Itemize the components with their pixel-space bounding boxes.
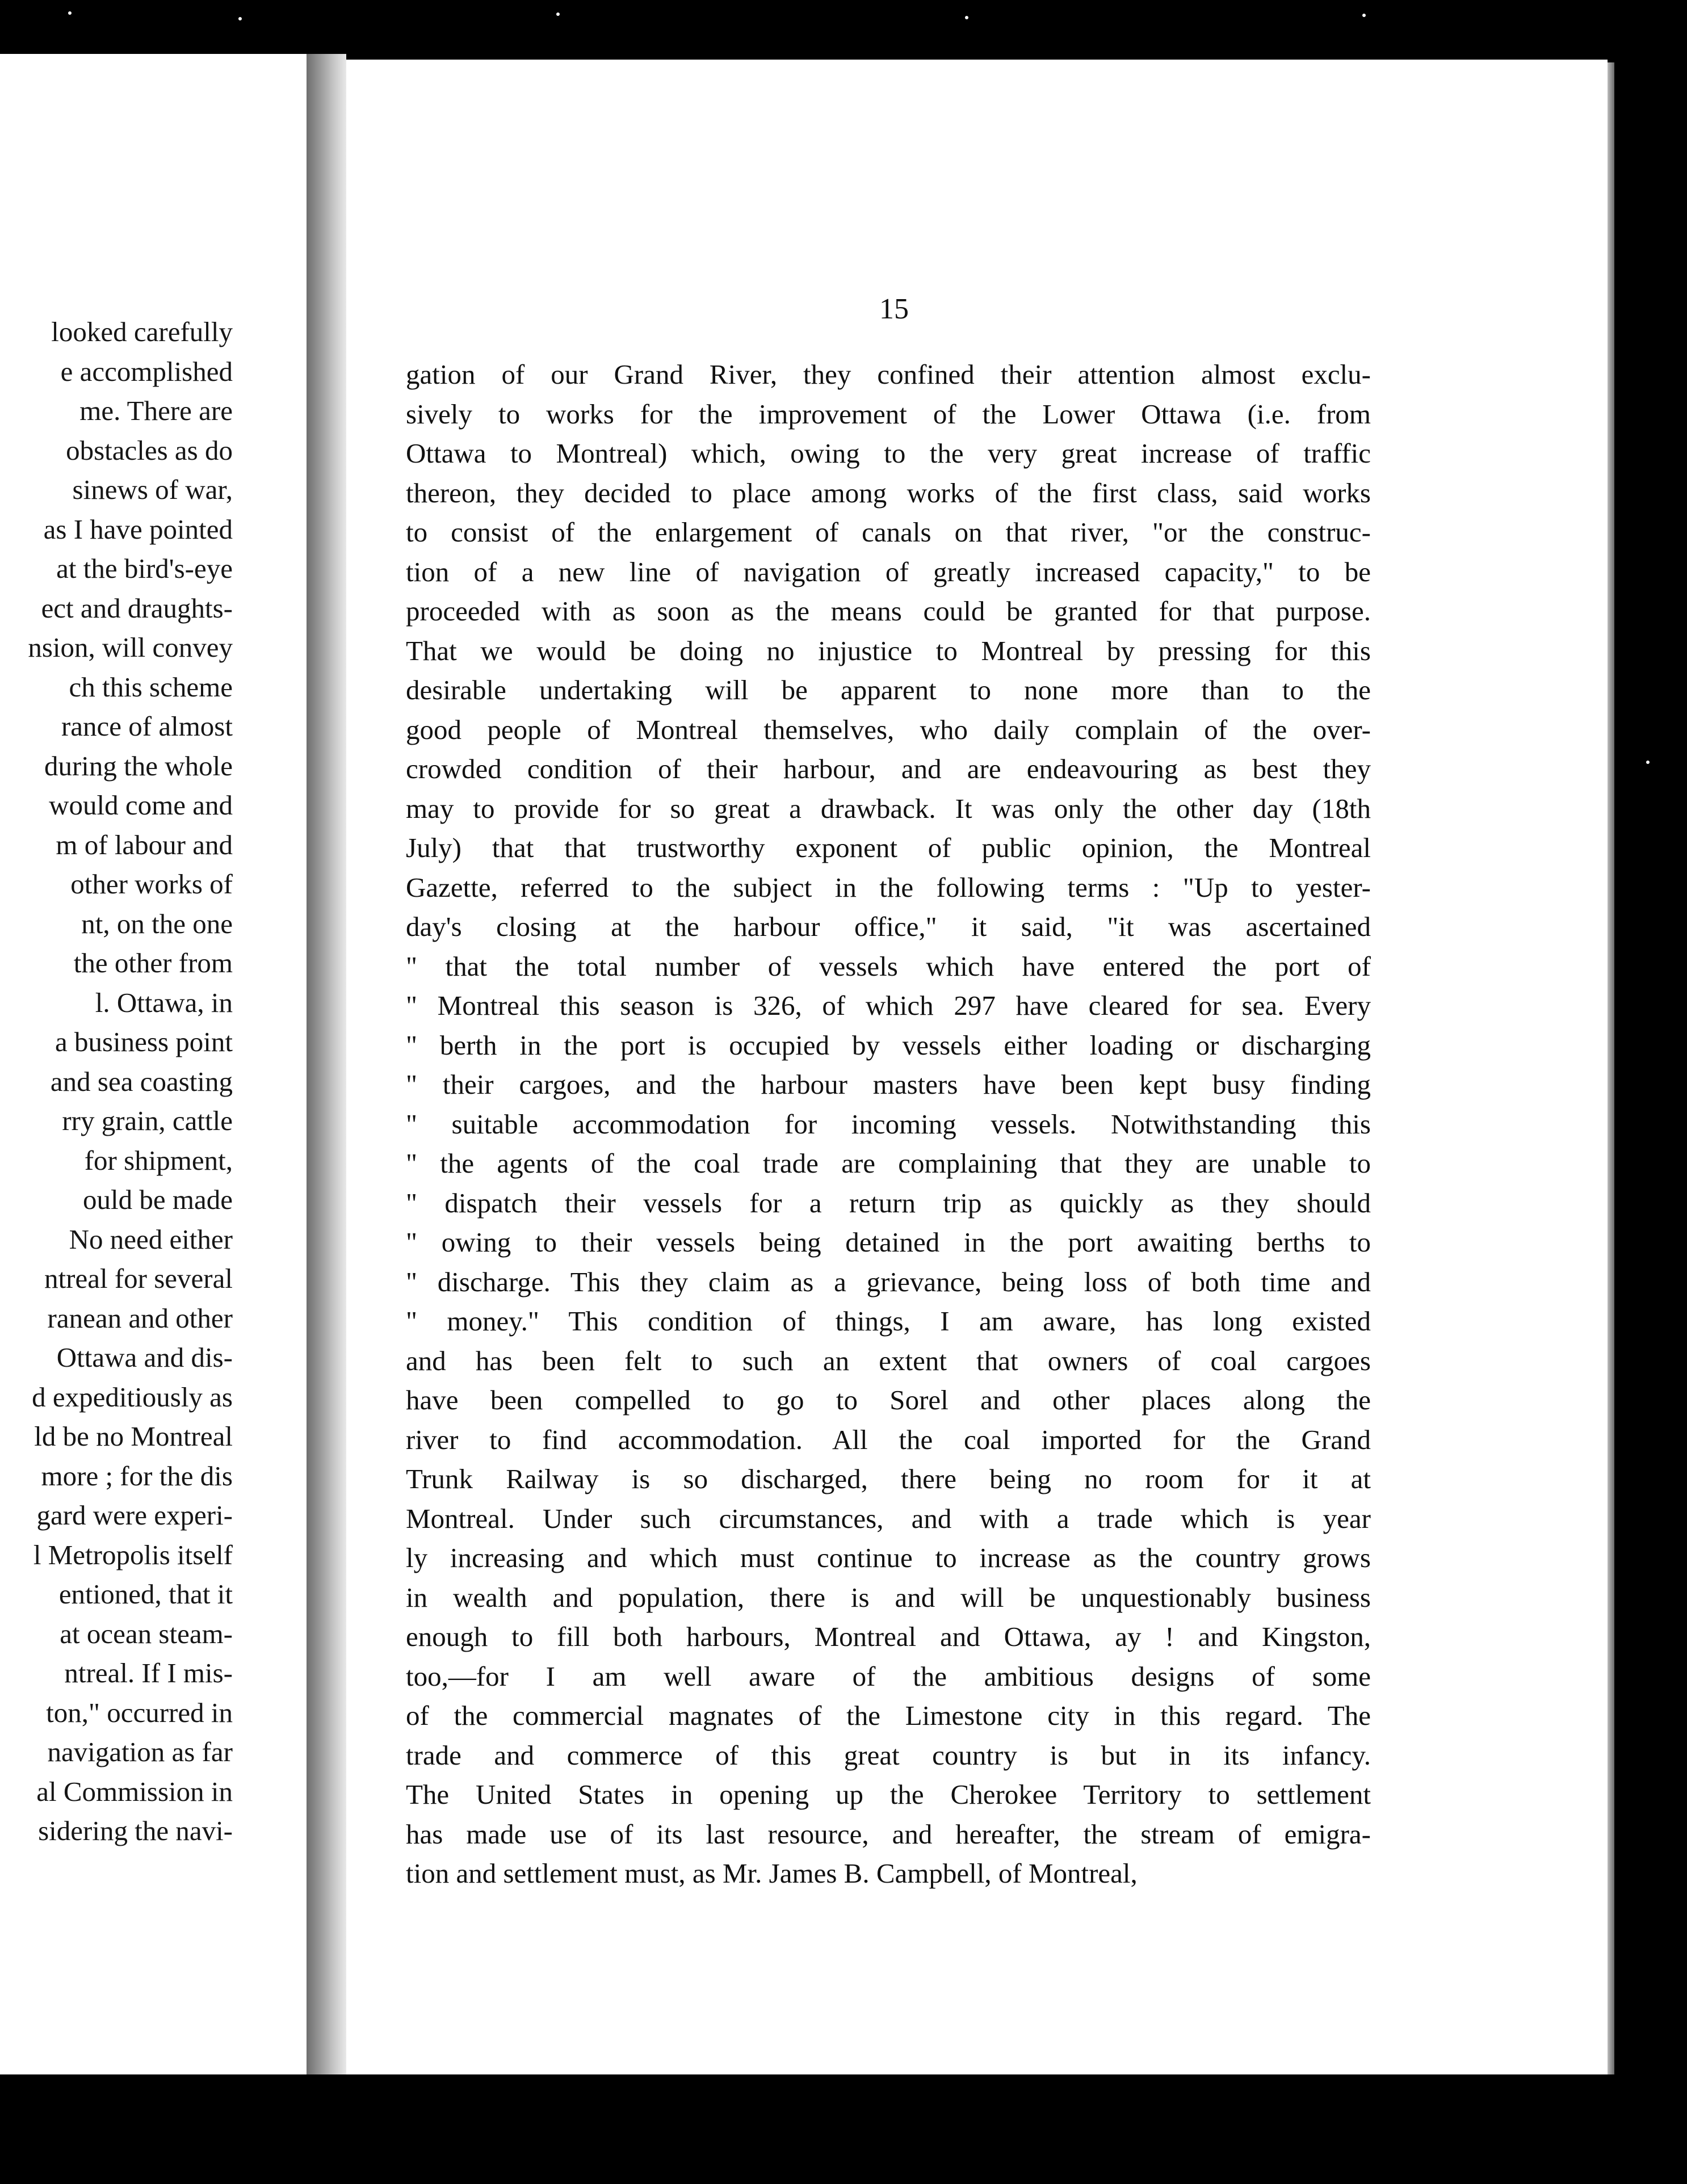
left-facing-page (0, 54, 307, 2074)
left-page-line: more ; for the dis (41, 1460, 233, 1492)
body-line: That we would be doing no injustice to Montreal by pressing for this (406, 635, 1371, 666)
left-page-line: No need either (69, 1223, 233, 1255)
left-page-line: rance of almost (61, 711, 233, 742)
body-line: crowded condition of their harbour, and are endeavouring as best they (406, 753, 1371, 784)
body-line: " Montreal this season is 326, of which 297 have cleared for sea. Every (406, 990, 1371, 1021)
page-edge-shadow (1608, 62, 1614, 2074)
left-page-line: navigation as far (47, 1736, 233, 1767)
left-page-line: sidering the navi- (38, 1815, 233, 1846)
left-page-line: me. There are (79, 395, 233, 426)
scan-speck (1362, 14, 1366, 17)
body-line: trade and commerce of this great country is but in its infancy. (406, 1739, 1371, 1771)
body-line: " money." This condition of things, I am aware, has long existed (406, 1305, 1371, 1337)
book-gutter (307, 54, 346, 2074)
scan-speck (68, 11, 72, 15)
scan-speck (965, 16, 968, 19)
left-page-line: ch this scheme (69, 671, 233, 703)
body-line: " that the total number of vessels which have entered the port of (406, 950, 1371, 982)
body-line: river to find accommodation. All the coal imported for the Grand (406, 1423, 1371, 1455)
left-page-line: looked carefully (51, 316, 233, 347)
page-number: 15 (879, 293, 909, 325)
left-page-line: l. Ottawa, in (95, 986, 233, 1018)
body-line: tion of a new line of navigation of greatly increased capacity," to be (406, 556, 1371, 587)
body-line: July) that that trustworthy exponent of public opinion, the Montreal (406, 832, 1371, 863)
left-page-line: for shipment, (84, 1144, 233, 1176)
left-page-line: would come and (49, 789, 233, 821)
body-line: " suitable accommodation for incoming vessels. Notwithstanding this (406, 1108, 1371, 1140)
left-page-text-column (0, 312, 233, 1851)
body-line: " the agents of the coal trade are complaining that they are unable to (406, 1148, 1371, 1179)
body-line: have been compelled to go to Sorel and other places along the (406, 1384, 1371, 1416)
body-line: Ottawa to Montreal) which, owing to the very great increase of traffic (406, 438, 1371, 469)
right-page-body-text (406, 355, 1371, 1893)
body-line: and has been felt to such an extent that owners of coal cargoes (406, 1345, 1371, 1376)
body-line: enough to fill both harbours, Montreal and Ottawa, ay ! and Kingston, (406, 1621, 1371, 1652)
left-page-line: nsion, will convey (28, 632, 233, 663)
scan-speck (556, 12, 560, 16)
left-page-line: al Commission in (36, 1775, 233, 1807)
body-line: has made use of its last resource, and hereafter, the stream of emigra- (406, 1818, 1371, 1850)
body-line: proceeded with as soon as the means could be granted for that purpose. (406, 595, 1371, 627)
body-line: sively to works for the improvement of the Lower Ottawa (i.e. from (406, 398, 1371, 430)
left-page-line: rry grain, cattle (62, 1105, 233, 1136)
body-line: desirable undertaking will be apparent to none more than to the (406, 674, 1371, 705)
left-page-line: the other from (73, 947, 233, 978)
left-page-line: obstacles as do (66, 434, 233, 466)
body-line: gation of our Grand River, they confined their attention almost exclu- (406, 359, 1371, 390)
left-page-line: m of labour and (56, 829, 233, 860)
left-page-line: at ocean steam- (60, 1618, 233, 1649)
body-line: Trunk Railway is so discharged, there being no room for it at (406, 1463, 1371, 1494)
body-line: day's closing at the harbour office," it said, "it was ascertained (406, 911, 1371, 942)
body-line: " berth in the port is occupied by vessels either loading or discharging (406, 1029, 1371, 1061)
left-page-line: ld be no Montreal (34, 1421, 233, 1452)
left-page-line: entioned, that it (58, 1578, 233, 1610)
left-page-line: ton," occurred in (46, 1696, 233, 1728)
left-page-line: e accomplished (60, 355, 233, 387)
body-line: The United States in opening up the Cherokee Territory to settlement (406, 1779, 1371, 1810)
left-page-line: l Metropolis itself (33, 1539, 233, 1570)
left-page-line: nt, on the one (81, 908, 233, 939)
body-line: Gazette, referred to the subject in the following terms : "Up to yester- (406, 871, 1371, 903)
body-line: in wealth and population, there is and will be unquestionably business (406, 1581, 1371, 1613)
left-page-line: at the bird's-eye (56, 553, 233, 584)
body-line: too,—for I am well aware of the ambitious designs of some (406, 1660, 1371, 1692)
left-page-line: d expeditiously as (32, 1381, 233, 1413)
body-line: good people of Montreal themselves, who daily complain of the over- (406, 713, 1371, 745)
left-page-line: ould be made (83, 1184, 233, 1215)
body-line: to consist of the enlargement of canals on that river, "or the construc- (406, 516, 1371, 548)
body-line: " discharge. This they claim as a grievance, being loss of both time and (406, 1266, 1371, 1297)
left-page-line: Ottawa and dis- (56, 1342, 233, 1373)
left-page-line: ntreal. If I mis- (64, 1657, 233, 1689)
left-page-line: and sea coasting (50, 1065, 233, 1097)
body-line: Montreal. Under such circumstances, and with a trade which is year (406, 1502, 1371, 1534)
left-page-line: sinews of war, (72, 474, 233, 505)
left-page-line: ect and draughts- (41, 592, 233, 624)
body-line: thereon, they decided to place among works of the first class, said works (406, 477, 1371, 509)
body-line: of the commercial magnates of the Limestone city in this regard. The (406, 1700, 1371, 1731)
left-page-line: during the whole (44, 750, 233, 782)
scan-speck (1646, 761, 1650, 764)
body-line: " dispatch their vessels for a return trip as quickly as they should (406, 1187, 1371, 1219)
body-line: " their cargoes, and the harbour masters have been kept busy finding (406, 1069, 1371, 1100)
left-page-line: ranean and other (47, 1302, 233, 1334)
body-line: " owing to their vessels being detained in the port awaiting berths to (406, 1227, 1371, 1258)
body-line: may to provide for so great a drawback. It was only the other day (18th (406, 792, 1371, 824)
left-page-line: a business point (54, 1026, 233, 1057)
scan-speck (238, 17, 242, 20)
left-page-line: other works of (70, 868, 233, 900)
left-page-line: ntreal for several (44, 1263, 233, 1294)
left-page-line: gard were experi- (36, 1500, 233, 1531)
left-page-line: as I have pointed (43, 513, 233, 545)
body-line: tion and settlement must, as Mr. James B. Campbell, of Montreal, (406, 1858, 1138, 1889)
body-line: ly increasing and which must continue to increase as the country grows (406, 1542, 1371, 1573)
